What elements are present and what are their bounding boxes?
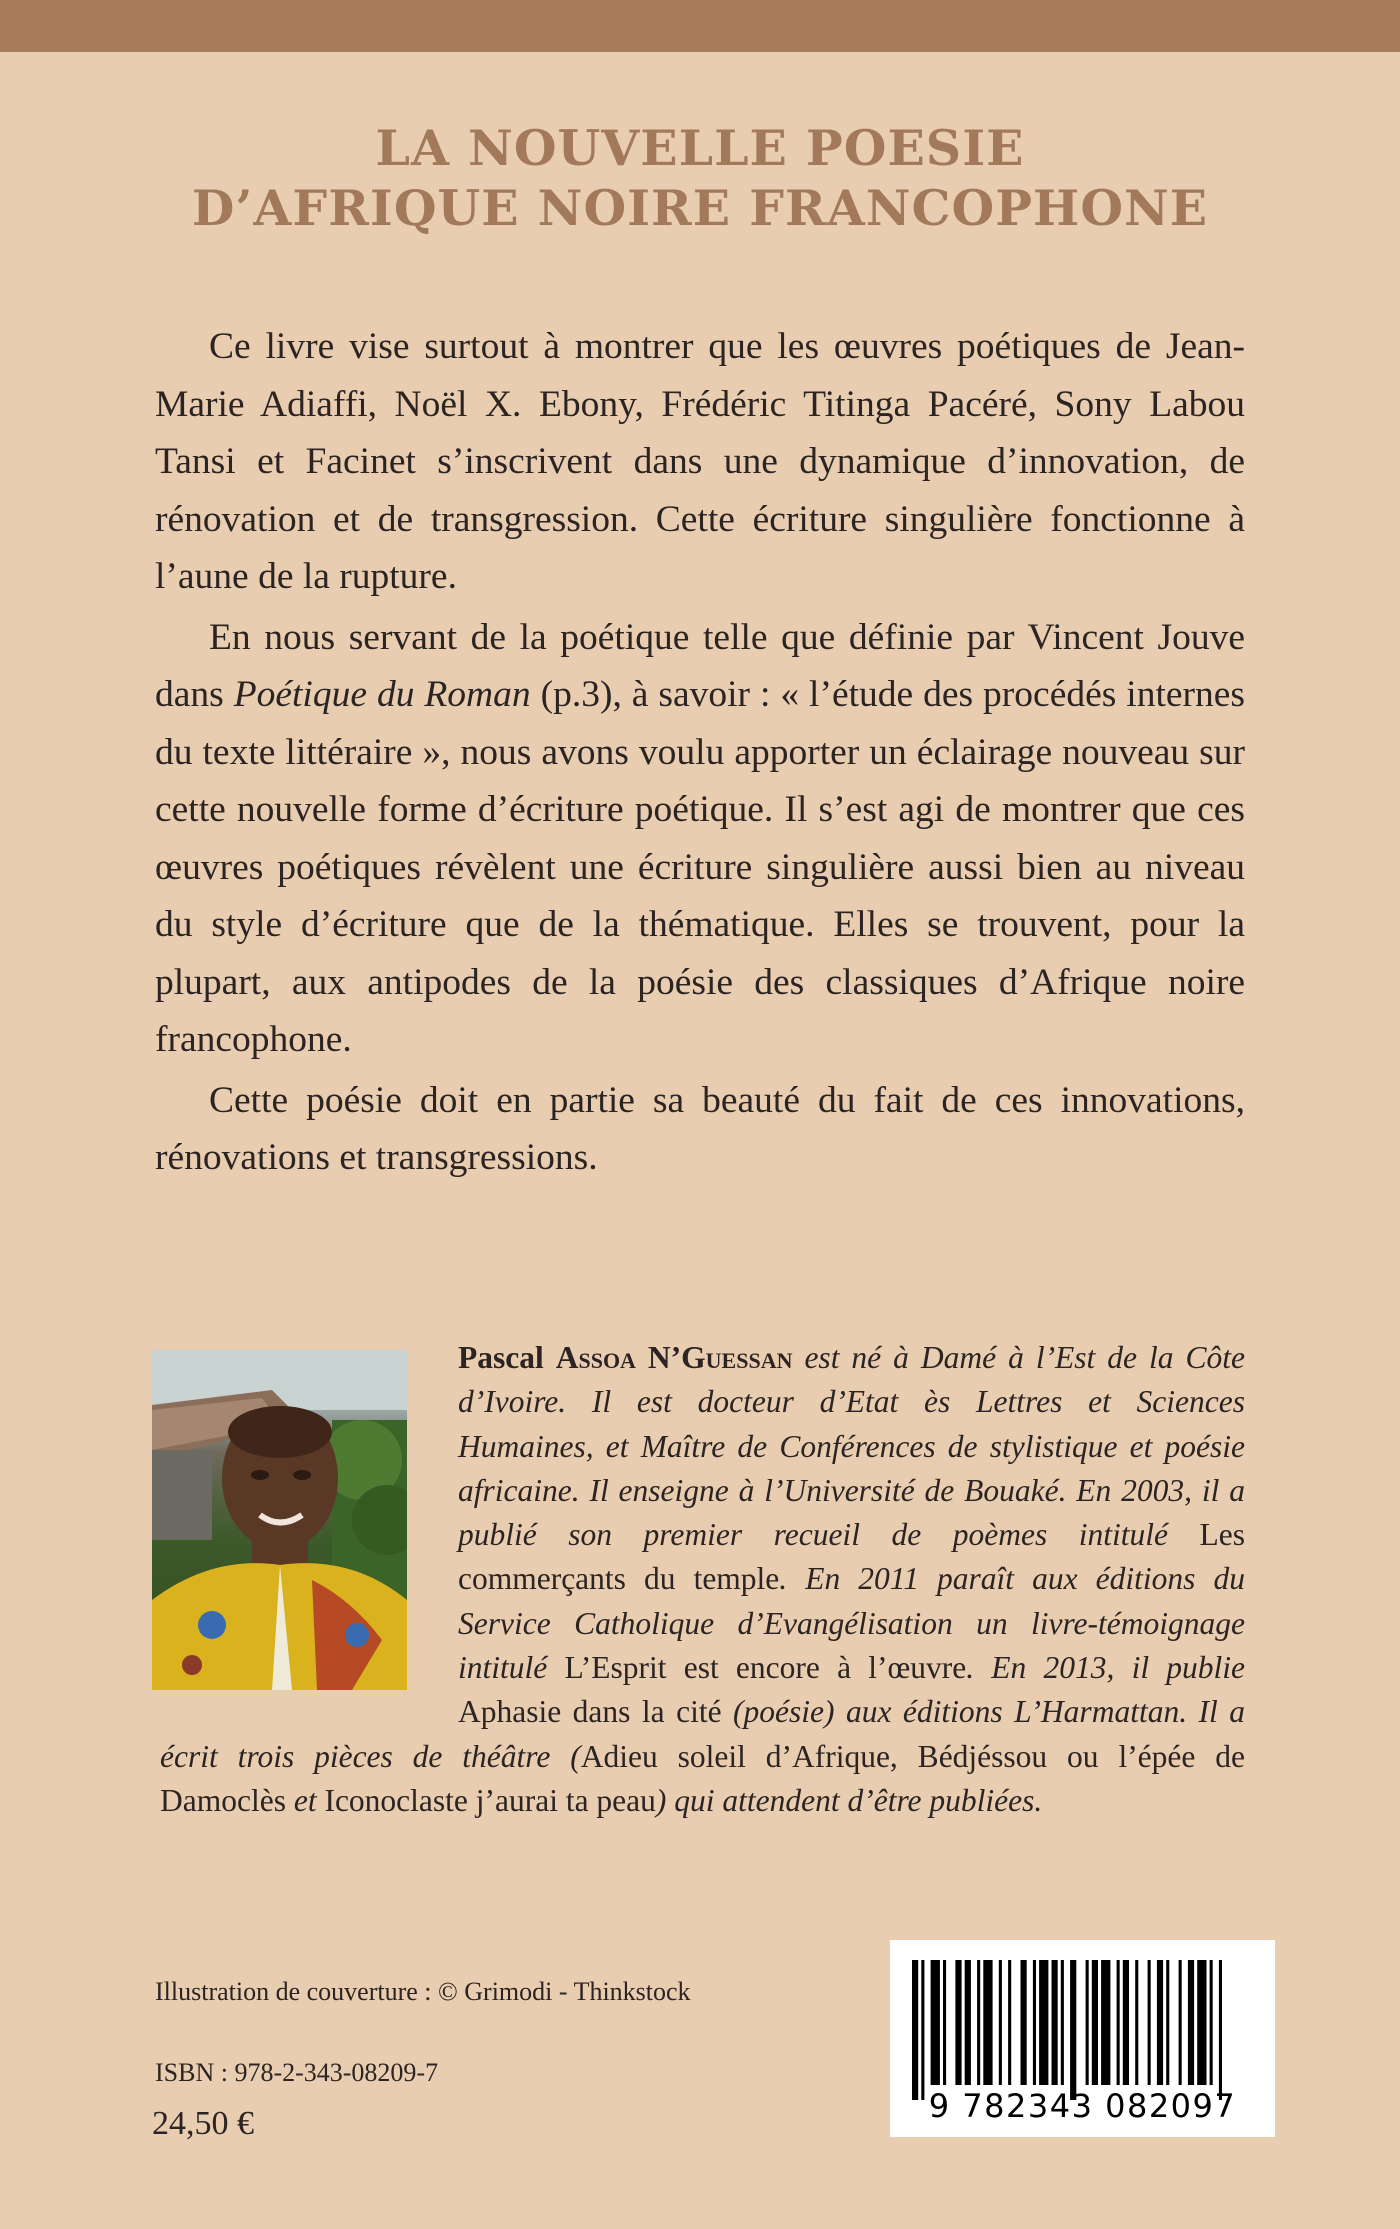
author-biography	[160, 1336, 1245, 1823]
barcode-bar	[1157, 1960, 1163, 2085]
bio-part-6: ) qui attendent d’être publiées.	[655, 1782, 1043, 1818]
barcode-bar	[1179, 1960, 1182, 2085]
barcode-bar	[1135, 1960, 1138, 2085]
barcode-bar	[1021, 1960, 1027, 2085]
barcode-bar	[1039, 1960, 1048, 2085]
bio-part-2: . En 2011 paraît aux éditions du Service Catholique d’Evangélisation un livre-témoignage intitulé	[458, 1561, 1245, 1686]
barcode-bar	[1219, 1960, 1222, 2100]
barcode-bar	[912, 1960, 918, 2100]
title-line-1: LA NOUVELLE POESIE	[375, 119, 1025, 177]
barcode-bar	[1052, 1960, 1058, 2085]
barcode-bar	[977, 1960, 980, 2085]
barcode-bar	[931, 1960, 940, 2085]
barcode-bar	[999, 1960, 1002, 2085]
isbn-text: ISBN : 978-2-343-08209-7	[155, 2058, 439, 2087]
barcode-bar	[1148, 1960, 1151, 2085]
price-text: 24,50 €	[152, 2105, 254, 2142]
barcode-bar	[1188, 1960, 1194, 2085]
summary-p2-end: (p.3), à savoir : « l’étude des procédés internes du texte littéraire », nous avons voulu apporter un éclairage nouveau sur cette nouvelle forme d’écriture poétique. Il s’est agi de montrer que ces œuvres poétiques révèlent une écriture singulière aussi bien au niveau du style d’écriture que de la thématique. Elles se trouvent, pour la plupart, aux antipodes de la poésie des classiques d’Afrique noire francophone.	[155, 674, 1245, 1060]
barcode-bar	[1008, 1960, 1011, 2085]
bio-work-2: L’Esprit est encore à l’œuvre	[564, 1650, 967, 1686]
bio-work-5: Iconoclaste j’aurai ta peau	[324, 1782, 656, 1818]
barcode-bar	[965, 1960, 971, 2085]
barcode-bar	[1092, 1960, 1098, 2085]
barcode-bar	[1070, 1960, 1076, 2100]
barcode-bar	[1123, 1960, 1129, 2085]
barcode-bar	[1086, 1960, 1089, 2085]
cover-credit: Illustration de couverture : © Grimodi - Thinkstock	[155, 1977, 691, 2006]
barcode-bar	[1197, 1960, 1206, 2085]
barcode-bar	[921, 1960, 924, 2100]
barcode-bar	[943, 1960, 946, 2085]
barcode-bar	[1033, 1960, 1036, 2085]
book-title	[0, 118, 1400, 238]
barcode-bar	[1166, 1960, 1169, 2085]
summary-p2-start: En nous servant de la poétique telle que définie par Vincent Jouve dans	[155, 616, 1245, 715]
bio-work-3: Aphasie dans la cité	[458, 1694, 722, 1730]
bio-work-4: Adieu soleil d’Afrique, Bédjéssou ou l’épée de Damoclès	[160, 1738, 1245, 1818]
barcode	[890, 1940, 1275, 2137]
barcode-bar	[1101, 1960, 1110, 2085]
summary-paragraph-1: Ce livre vise surtout à montrer que les œuvres poétiques de Jean-Marie Adiaffi, Noël X. Ebony, Frédéric Titinga Pacéré, Sony Labou Tansi et Facinet s’inscrivent dans une dynamique d’innovation, de rénovation et de transgression. Cette écriture singulière fonctionne à l’aune de la rupture.	[155, 326, 1245, 597]
barcode-digits: 9 782343 082097	[928, 2087, 1237, 2125]
barcode-bar	[1210, 1960, 1213, 2085]
author-first-name: Pascal	[458, 1340, 556, 1375]
top-color-band	[0, 0, 1400, 52]
summary-paragraph-3: Cette poésie doit en partie sa beauté du fait de ces innovations, rénovations et transgressions.	[155, 1079, 1245, 1178]
summary-p2-title: Poétique du Roman	[233, 674, 531, 715]
title-line-2: D’AFRIQUE NOIRE FRANCOPHONE	[191, 179, 1209, 237]
bio-part-1: est né à Damé à l’Est de la Côte d’Ivoire. Il est docteur d’Etat ès Lettres et Sciences Humaines, et Maître de Conférences de stylistique et poésie africaine. Il enseigne à l’Université de Bouaké. En 2003, il a publié son premier recueil de poèmes intitulé	[458, 1340, 1245, 1553]
bio-part-4: (poésie) aux éditions L’Harmattan. Il a écrit trois pièces de théâtre (	[160, 1694, 1245, 1774]
bio-part-5: et	[285, 1782, 325, 1818]
barcode-bar	[1061, 1960, 1064, 2085]
barcode-bar	[983, 1960, 992, 2085]
bio-work-1: Les commerçants du temple	[458, 1517, 1245, 1597]
barcode-bar	[1117, 1960, 1120, 2085]
bio-part-3: . En 2013, il publie	[966, 1650, 1246, 1686]
summary-text	[155, 318, 1245, 1187]
barcode-bar	[955, 1960, 961, 2085]
summary-paragraph-2	[155, 609, 1245, 1069]
author-surname: Assoa N’Guessan	[555, 1340, 793, 1375]
